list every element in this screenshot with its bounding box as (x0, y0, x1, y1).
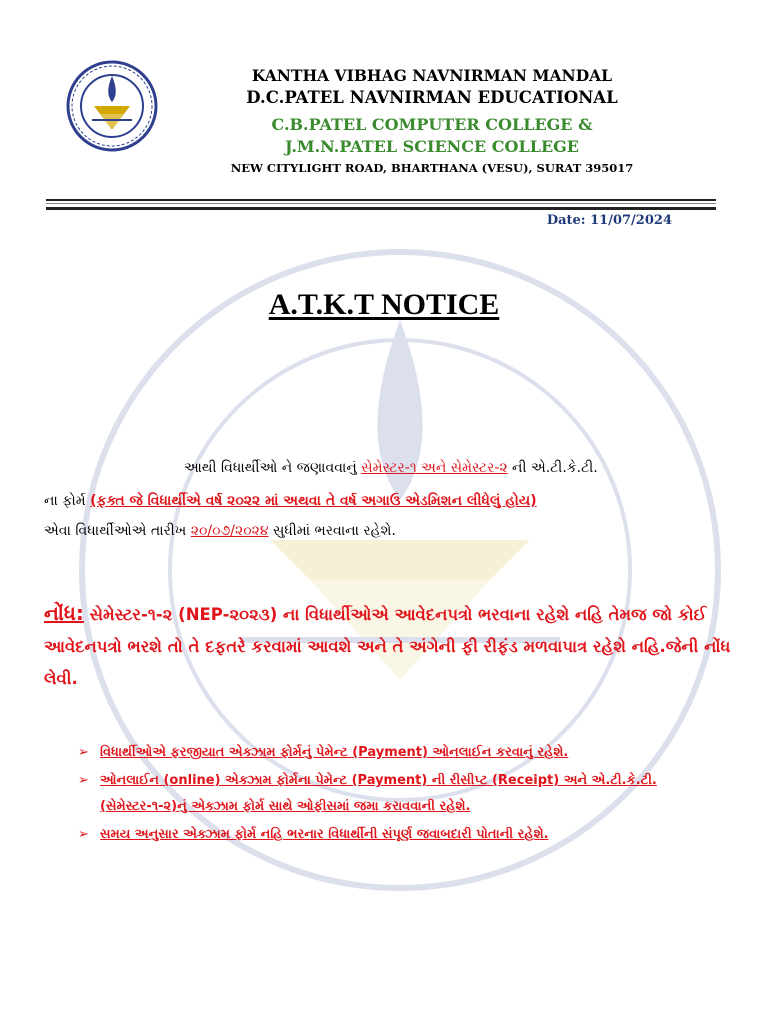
body-line-3 (44, 518, 734, 544)
body-line-2 (44, 488, 734, 514)
college-logo (66, 60, 158, 152)
deadline-highlight: ૨૦/૦૭/૨૦૨૪ (190, 523, 269, 539)
notice-date: Date: 11/07/2024 (546, 213, 672, 228)
note-text: સેમેસ્ટર-૧-૨ (NEP-૨૦૨૩) ના વિધાર્થીઓએ આવેદનપત્રો ભરવાના રહેશે નહિ તેમજ જો કોઈ આવેદનપત્રો ભરશે તો તે દફતરે કરવામાં આવશે અને તે અંગેની ફી રીફંડ મળવાપાત્ર રહેશે નહિ.જેની નોંધ લેવી. (44, 605, 731, 688)
list-item-text: વિધાર્થીઓએ ફરજીયાત એક્ઝામ ફોર્મનું પેમેન્ટ (Payment) ઓનલાઈન કરવાનું રહેશે. (100, 745, 569, 760)
body-line-1 (44, 455, 734, 481)
list-item-text: સમય અનુસાર એક્ઝામ ફોર્મ નહિ ભરનાર વિધાર્થીની સંપૂર્ણ જવાબદારી પોતાની રહેશે. (100, 827, 549, 842)
note-block (44, 597, 734, 695)
body-text: એવા વિધાર્થીઓએ તારીખ (44, 523, 191, 539)
eligibility-highlight: (ફક્ત જે વિધાર્થીએ વર્ષ ૨૦૨૨ માં અથવા તે વર્ષ અગાઉ એડમિશન લીધેલું હોય) (90, 493, 537, 509)
body-text: સુધીમાં ભરવાના રહેશે. (268, 523, 396, 539)
arrow-bullet-icon: ➢ (78, 773, 89, 788)
arrow-bullet-icon: ➢ (78, 827, 89, 842)
notice-title: A.T.K.T NOTICE (268, 288, 500, 321)
header-rule-middle (46, 203, 716, 204)
list-item (78, 822, 718, 848)
instruction-list (78, 740, 718, 850)
college-address: NEW CITYLIGHT ROAD, BHARTHANA (VESU), SURAT 395017 (230, 161, 634, 175)
note-label: નોંધ: (44, 601, 84, 625)
body-text: ના ફોર્મ (44, 493, 91, 509)
trust-name: KANTHA VIBHAG NAVNIRMAN MANDAL (251, 66, 613, 85)
list-item-text: ઓનલાઈન (online) એક્ઝામ ફોર્મના પેમેન્ટ (Payment) ની રીસીપ્ટ (Receipt) અને એ.ટી.કે.ટી.(સેમેસ્ટર-૧-૨)નું એક્ઝામ ફોર્મ સાથે ઓફીસમાં જમા કરાવવાની રહેશે. (100, 773, 657, 814)
list-item (78, 768, 718, 820)
body-text: આથી વિધાર્થીઓ ને જણાવવાનું (184, 460, 362, 476)
society-name: D.C.PATEL NAVNIRMAN EDUCATIONAL (246, 88, 618, 107)
college-name-2: J.M.N.PATEL SCIENCE COLLEGE (285, 137, 579, 156)
list-item (78, 740, 718, 766)
body-text: ની એ.ટી.કે.ટી. (507, 460, 598, 476)
college-name-1: C.B.PATEL COMPUTER COLLEGE & (271, 115, 593, 134)
header-rule-top (46, 199, 716, 201)
arrow-bullet-icon: ➢ (78, 745, 89, 760)
semester-highlight: સેમેસ્ટર-૧ અને સેમેસ્ટર-૨ (361, 460, 508, 476)
header-rule-bottom (46, 207, 716, 210)
